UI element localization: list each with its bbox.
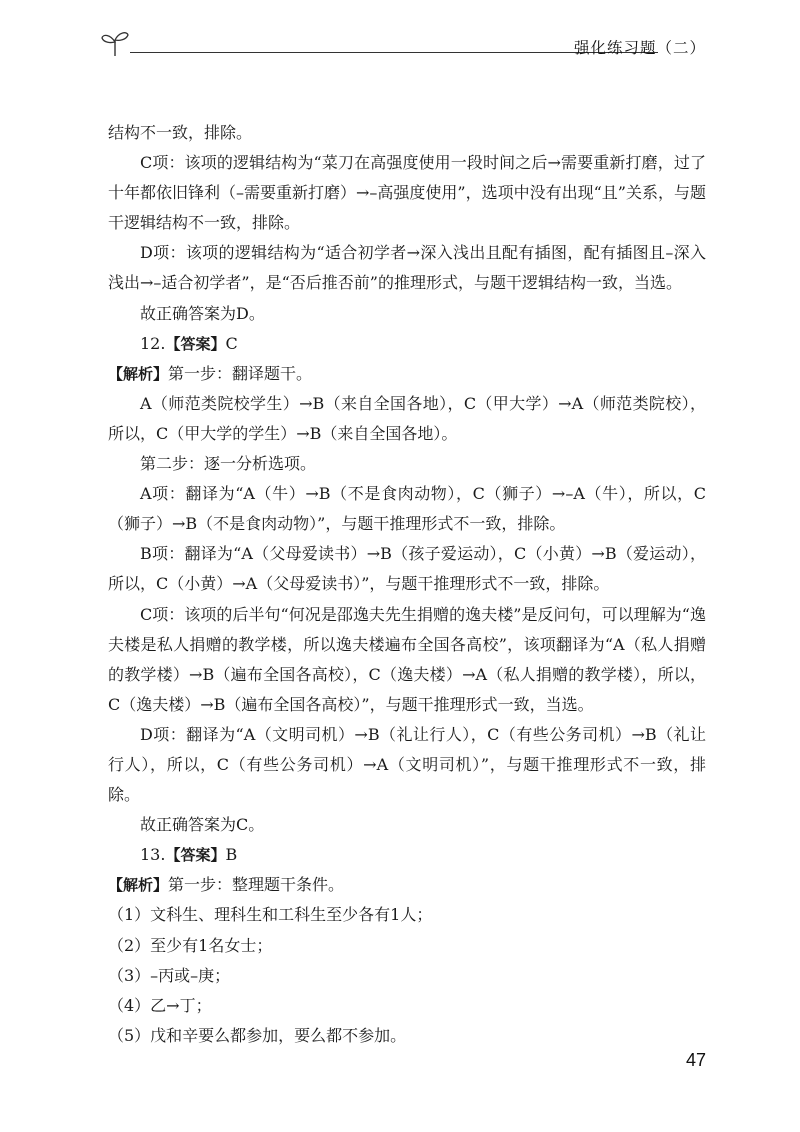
answer-line-12: [108, 329, 706, 359]
paragraph: C项：该项的逻辑结构为“菜刀在高强度使用一段时间之后→需要重新打磨，过了十年都依旧锋利（–需要重新打磨）→–高强度使用”，选项中没有出现“且”关系，与题干逻辑结构不一致，排除。: [108, 153, 706, 233]
condition-item: （3）–丙或–庚；: [108, 965, 231, 985]
page-header: [100, 22, 706, 66]
paragraph: A（师范类院校学生）→B（来自全国各地），C（甲大学）→A（师范类院校），所以，C（甲大学的学生）→B（来自全国各地）。: [108, 393, 706, 443]
paragraph: 第二步：逐一分析选项。: [140, 454, 317, 474]
answer-label: 【答案】: [165, 846, 226, 865]
analysis-label: 【解析】: [108, 364, 169, 383]
analysis-step: 第一步：整理题干条件。: [168, 875, 345, 895]
paragraph: 结构不一致，排除。: [108, 123, 253, 142]
question-number: 12.: [140, 333, 166, 353]
answer-line-13: [108, 840, 706, 870]
paragraph: B项：翻译为“A（父母爱读书）→B（孩子爱运动），C（小黄）→B（爱运动），所以，C（小黄）→A（父母爱读书）”，与题干推理形式不一致，排除。: [108, 544, 706, 594]
analysis-label: 【解析】: [108, 876, 169, 895]
condition-item: （5）戊和辛要么都参加，要么都不参加。: [108, 1025, 407, 1045]
paragraph: C项：该项的后半句“何况是邵逸夫先生捐赠的逸夫楼”是反问句，可以理解为“逸夫楼是私人捐赠的教学楼，所以逸夫楼遍布全国各高校”，该项翻译为“A（私人捐赠的教学楼）→B（遍布全国各高校），C（逸夫楼）→A（私人捐赠的教学楼），所以，C（逸夫楼）→B（遍布全国各高校）”，与题干推理形式一致，当选。: [108, 604, 706, 714]
condition-item: （2）至少有1名女士；: [108, 935, 273, 955]
paragraph: A项：翻译为“A（牛）→B（不是食肉动物），C（狮子）→–A（牛），所以，C（狮子）→B（不是食肉动物）”，与题干推理形式不一致，排除。: [108, 484, 706, 534]
page-number: 47: [685, 1050, 706, 1070]
condition-item: （1）文科生、理科生和工科生至少各有1人；: [108, 905, 433, 925]
answer-value: C: [225, 333, 238, 353]
page-body: [108, 118, 706, 1051]
analysis-line-13: [108, 870, 706, 900]
paragraph: 故正确答案为D。: [140, 303, 265, 323]
paragraph: D项：该项的逻辑结构为“适合初学者→深入浅出且配有插图，配有插图且–深入浅出→–适合初学者”，是“否后推否前”的推理形式，与题干逻辑结构一致，当选。: [108, 243, 706, 293]
paragraph: 故正确答案为C。: [140, 815, 265, 835]
paragraph: D项：翻译为“A（文明司机）→B（礼让行人），C（有些公务司机）→B（礼让行人），所以，C（有些公务司机）→A（文明司机）”，与题干推理形式不一致，排除。: [108, 724, 706, 805]
header-title: 强化练习题（二）: [573, 39, 706, 57]
question-number: 13.: [140, 845, 166, 865]
sprout-icon: [100, 28, 130, 58]
answer-label: 【答案】: [165, 334, 226, 353]
analysis-step: 第一步：翻译题干。: [168, 363, 313, 383]
answer-value: B: [225, 845, 238, 865]
analysis-line-12: [108, 359, 706, 389]
condition-item: （4）乙→丁；: [108, 995, 212, 1015]
